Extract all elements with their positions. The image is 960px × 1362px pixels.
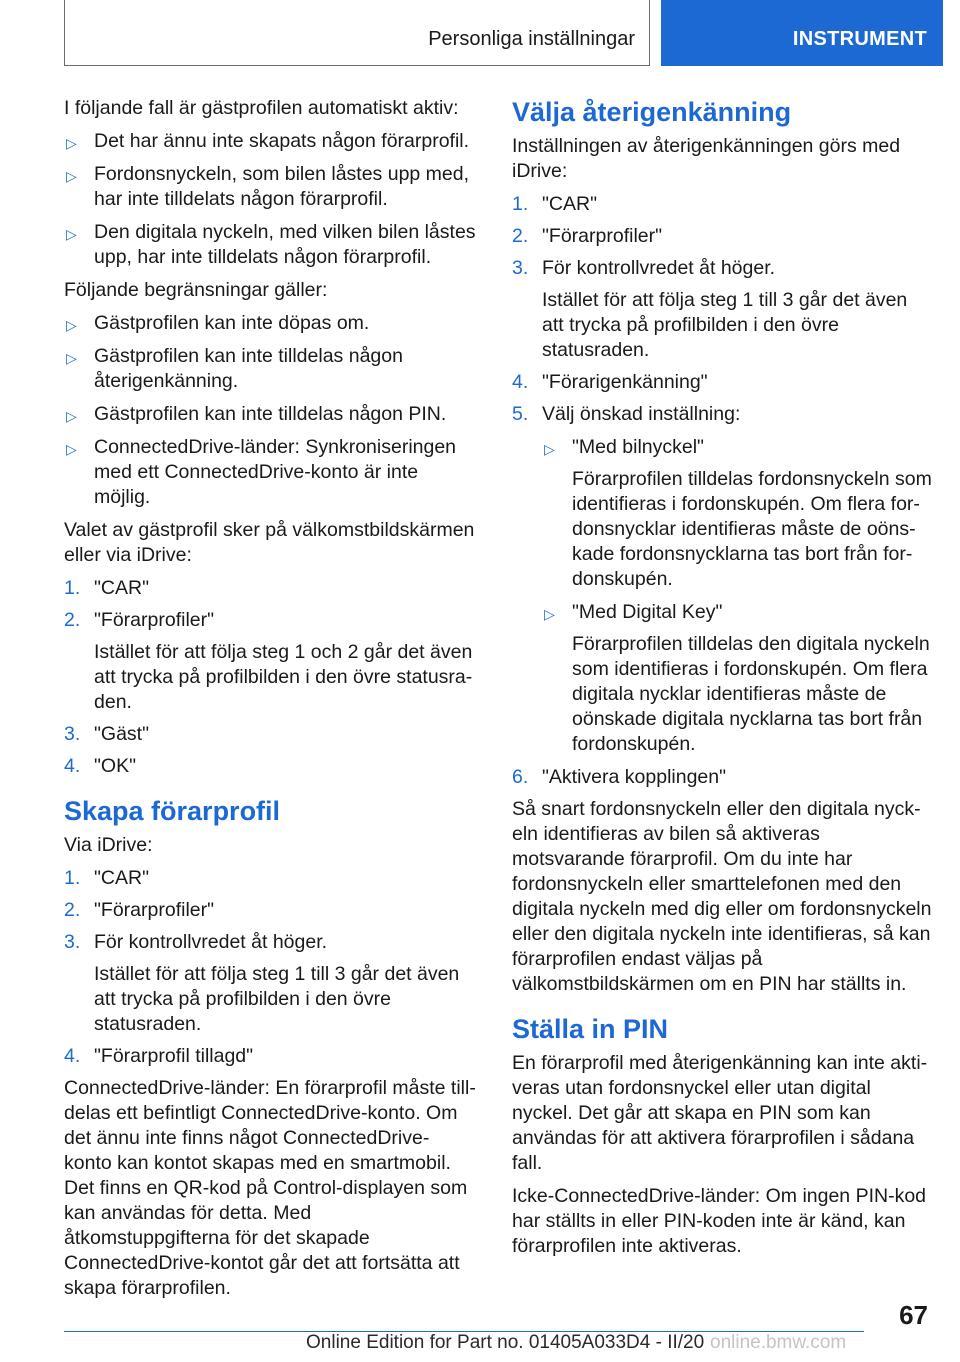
bullet-list [64,129,476,270]
step-number: 2. [512,225,529,247]
step-text: "Förarigenkänning" [542,371,708,393]
step-text: För kontrollvredet åt höger. [542,257,776,279]
option-list [542,435,932,757]
option-note: Förarprofilen tilldelas den digitala nyckeln som identifieras i fordonskupén. Om flera digitala nycklar identifieras måste de oönskade digitala nycklarna tas bort från fordonskupén. [572,633,930,755]
list-item: ▷ Det har ännu inte skapats någon förarprofil. [64,129,476,154]
step-number: 6. [512,766,529,788]
step-text: Välj önskad inställning: [542,403,741,425]
list-item [64,898,476,923]
paragraph: Valet av gästprofil sker på välkomstbildskärmen eller via iDrive: [64,519,475,566]
paragraph: En förarprofil med återigenkänning kan inte aktiveras utan fordonsnyckel eller utan digital nyckel. Det går att skapa en PIN som kan användas för att aktivera förarprofilen i sådana fall. [512,1052,928,1174]
option-item [542,600,932,757]
bullet-list [64,311,476,510]
header-section-title: Personliga inställningar [428,28,635,50]
list-item [64,722,476,747]
list-item: ▷ Fordonsnyckeln, som bilen låstes upp med, har inte tilldelats någon förarprofil. [64,162,476,212]
list-item [64,576,476,601]
left-column [64,96,476,1309]
footer-edition-text: Online Edition for Part no. 01405A033D4 - II/20 [306,1332,705,1353]
step-text: "Förarprofiler" [94,899,215,921]
right-column [512,96,932,1267]
numbered-list [64,576,476,779]
step-text: "Förarprofiler" [94,609,215,631]
list-item [512,192,932,217]
section-heading: Välja återigenkänning [512,97,792,127]
option-item [542,435,932,592]
list-item [64,930,476,1037]
step-text: "OK" [94,755,137,777]
list-item [64,608,476,715]
step-text: "CAR" [94,867,150,889]
step-number: 1. [64,867,81,889]
list-item: ▷ ConnectedDrive-länder: Synkroniseringen med ett ConnectedDrive-konto är inte möjlig. [64,435,476,510]
list-item: ▷ Gästprofilen kan inte tilldelas någon återigenkänning. [64,344,476,394]
paragraph: Via iDrive: [64,834,153,856]
step-text: "Gäst" [94,723,150,745]
list-item [512,765,932,790]
section-heading: Ställa in PIN [512,1014,669,1044]
numbered-list [64,866,476,1069]
list-item [64,754,476,779]
header-chapter-label: INSTRUMENT [792,28,927,50]
header-section-box [64,0,650,66]
paragraph: Så snart fordonsnyckeln eller den digitala nyckeln identifieras av bilen så aktiveras motsvarande förarprofil. Om du inte har fordonsnyckeln eller smarttelefonen med den digitala nyckeln med dig eller om fordonsnyckeln eller den digitala nyckeln inte identifieras, så kan förarprofilen endast väljas på välkomstbildskärmen om en PIN har ställts in. [512,798,932,995]
option-label: "Med bilnyckel" [572,436,704,458]
list-item [512,402,932,757]
step-number: 1. [512,193,529,215]
step-text: "Aktivera kopplingen" [542,766,727,788]
step-number: 3. [512,257,529,279]
header-chapter-tab[interactable] [661,0,943,66]
step-number: 2. [64,609,81,631]
paragraph: Inställningen av återigenkänningen görs med iDrive: [512,135,901,182]
step-text: "CAR" [94,577,150,599]
numbered-list [512,192,932,790]
step-number: 3. [64,931,81,953]
step-number: 4. [64,1045,81,1067]
list-item [512,224,932,249]
step-number: 4. [512,371,529,393]
list-item: ▷ Den digitala nyckeln, med vilken bilen låstes upp, har inte tilldelats någon förarprofil. [64,220,476,270]
list-item [64,866,476,891]
step-number: 4. [64,755,81,777]
list-item [64,1044,476,1069]
step-text: "CAR" [542,193,598,215]
step-number: 3. [64,723,81,745]
list-item: ▷ Gästprofilen kan inte döpas om. [64,311,476,336]
step-text: "Förarprofil tillagd" [94,1045,254,1067]
footer-watermark: online.bmw.com [710,1332,847,1353]
step-number: 5. [512,403,529,425]
step-text: "Förarprofiler" [542,225,663,247]
list-item: ▷ Gästprofilen kan inte tilldelas någon PIN. [64,402,476,427]
step-text: För kontrollvredet åt höger. [94,931,328,953]
section-heading: Skapa förarprofil [64,796,281,826]
step-number: 2. [64,899,81,921]
paragraph: Följande begränsningar gäller: [64,279,328,301]
paragraph: Icke-ConnectedDrive-länder: Om ingen PIN-kod har ställts in eller PIN-koden inte är känd, kan förarprofilen inte aktiveras. [512,1185,927,1257]
step-note: Istället för att följa steg 1 och 2 går det även att trycka på profilbilden i den övre statusraden. [94,641,473,713]
option-label: "Med Digital Key" [572,601,723,623]
option-note: Förarprofilen tilldelas fordonsnyckeln som identifieras i fordonskupén. Om flera fordonsnycklar identifieras måste de oönskade fordonsnycklarna tas bort från fordonskupén. [572,468,932,590]
page-number: 67 [899,1300,928,1330]
step-note: Istället för att följa steg 1 till 3 går det även att trycka på profilbilden i den övre statusraden. [542,289,908,361]
paragraph: I följande fall är gästprofilen automatiskt aktiv: [64,97,459,119]
paragraph: ConnectedDrive-länder: En förarprofil måste tilldelas ett befintligt ConnectedDrive-konto. Om det ännu inte finns något ConnectedDrive-konto kan kontot skapas med en smartmobil. Det finns en QR-kod på Control-displayen som kan användas för detta. Med åtkomstuppgifterna för det skapade ConnectedDrive-kontot går det att fortsätta att skapa förarprofilen. [64,1077,476,1299]
step-number: 1. [64,577,81,599]
list-item [512,256,932,363]
list-item [512,370,932,395]
step-note: Istället för att följa steg 1 till 3 går det även att trycka på profilbilden i den övre statusraden. [94,963,460,1035]
